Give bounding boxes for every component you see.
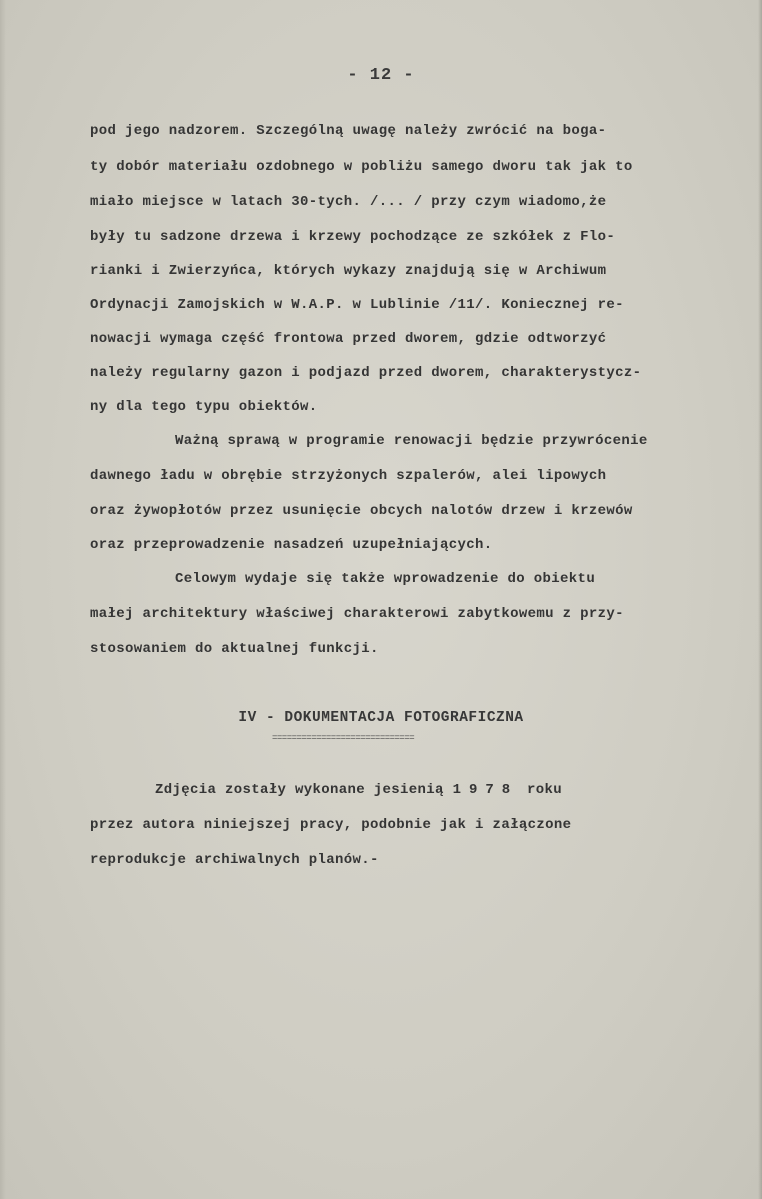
page-number: - 12 - — [347, 66, 415, 85]
page-edge-shadow — [0, 0, 6, 1199]
heading-underline: ============================= — [272, 733, 415, 743]
text-line: Ważną sprawą w programie renowacji będzie przywrócenie — [175, 433, 648, 449]
text-line — [155, 782, 562, 798]
text-line: pod jego nadzorem. Szczególną uwagę należy zwrócić na boga- — [90, 123, 607, 139]
text-segment: Zdjęcia zostały wykonane jesienią — [155, 782, 444, 798]
text-line: oraz żywopłotów przez usunięcie obcych nalotów drzew i krzewów — [90, 503, 633, 519]
text-line: Ordynacji Zamojskich w W.A.P. w Lublinie /11/. Koniecznej re- — [90, 297, 624, 313]
text-line: reprodukcje archiwalnych planów.- — [90, 852, 379, 868]
text-line: przez autora niniejszej pracy, podobnie jak i załączone — [90, 817, 572, 833]
page-edge-shadow-right — [758, 0, 762, 1199]
text-line: nowacji wymaga część frontowa przed dworem, gdzie odtworzyć — [90, 331, 607, 347]
text-line: miało miejsce w latach 30-tych. /... / przy czym wiadomo,że — [90, 194, 607, 210]
text-line: rianki i Zwierzyńca, których wykazy znajdują się w Archiwum — [90, 263, 607, 279]
text-line: oraz przeprowadzenie nasadzeń uzupełniających. — [90, 537, 493, 553]
text-line: ny dla tego typu obiektów. — [90, 399, 318, 415]
text-line: ty dobór materiału ozdobnego w pobliżu samego dworu tak jak to — [90, 159, 633, 175]
text-line: należy regularny gazon i podjazd przed dworem, charakterystycz- — [90, 365, 642, 381]
text-segment: roku — [526, 782, 562, 798]
text-line: stosowaniem do aktualnej funkcji. — [90, 641, 379, 657]
text-line: małej architektury właściwej charakterowi zabytkowemu z przy- — [90, 606, 624, 622]
year-value: 1978 — [452, 782, 519, 798]
text-line: były tu sadzone drzewa i krzewy pochodzące ze szkółek z Flo- — [90, 229, 616, 245]
section-heading: IV - DOKUMENTACJA FOTOGRAFICZNA — [238, 710, 524, 726]
text-line: dawnego ładu w obrębie strzyżonych szpalerów, alei lipowych — [90, 468, 607, 484]
text-line: Celowym wydaje się także wprowadzenie do obiektu — [175, 571, 596, 587]
